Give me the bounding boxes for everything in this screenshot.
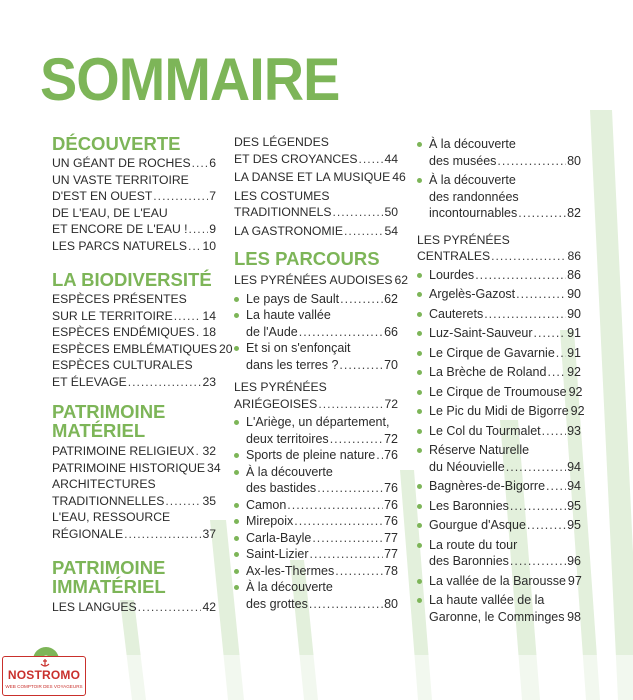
bullet-icon — [417, 598, 422, 603]
bullet-icon — [417, 543, 422, 548]
toc-entry[interactable]: LES LANGUES ..... 42 — [52, 599, 216, 616]
bullet-icon — [417, 351, 422, 356]
toc-item[interactable]: L'Ariège, un département, deux territoires ..... 72 — [234, 414, 398, 447]
section-heading-patrimoine-materiel: PATRIMOINE MATÉRIEL — [52, 401, 166, 441]
bullet-icon — [417, 390, 422, 395]
bullet-icon — [417, 178, 422, 183]
toc-item[interactable]: Cauterets ..... 90 — [417, 306, 581, 323]
bullet-icon — [417, 370, 422, 375]
bullet-icon — [234, 585, 239, 590]
toc-entry[interactable]: LA GASTRONOMIE ..... 54 — [234, 223, 398, 240]
bullet-icon — [234, 420, 239, 425]
bullet-icon — [234, 519, 239, 524]
bullet-icon — [234, 503, 239, 508]
section-heading-parcours: LES PARCOURS — [234, 248, 380, 269]
toc-entry[interactable]: L'EAU, RESSOURCE RÉGIONALE ..... 37 — [52, 509, 216, 542]
toc-entry[interactable]: ESPÈCES EMBLÉMATIQUES 20 — [52, 341, 233, 356]
bullet-icon — [234, 552, 239, 557]
toc-entry[interactable]: DE L'EAU, DE L'EAU ET ENCORE DE L'EAU ! ..... 9 — [52, 205, 216, 238]
toc-item[interactable]: Saint-Lizier ..... 77 — [234, 546, 398, 563]
toc-item[interactable]: À la découverte des grottes ..... 80 — [234, 579, 398, 612]
bullet-icon — [417, 484, 422, 489]
bullet-icon — [417, 312, 422, 317]
toc-item[interactable]: Ax-les-Thermes ..... 78 — [234, 563, 398, 580]
toc-item[interactable]: Camon ..... 76 — [234, 497, 398, 514]
toc-item[interactable]: Le Cirque de Gavarnie ..... 91 — [417, 345, 581, 362]
bullet-icon — [234, 297, 239, 302]
toc-item[interactable]: La Brèche de Roland ..... 92 — [417, 364, 581, 381]
bullet-icon — [417, 448, 422, 453]
toc-item[interactable]: Le Pic du Midi de Bigorre 92 — [417, 403, 581, 420]
bullet-icon — [417, 292, 422, 297]
bullet-icon — [417, 331, 422, 336]
toc-entry[interactable]: UN GÉANT DE ROCHES ..... 6 — [52, 155, 216, 172]
bullet-icon — [417, 579, 422, 584]
toc-item[interactable]: À la découverte des randonnées incontournables ..... 82 — [417, 172, 581, 222]
logo-subtitle: WEB COMPTOIR DES VOYAGEURS — [5, 684, 83, 689]
toc-entry[interactable]: PATRIMOINE HISTORIQUE 34 — [52, 460, 221, 475]
logo-name: NOSTROMO — [7, 668, 81, 682]
toc-item[interactable]: Gourgue d'Asque ..... 95 — [417, 517, 581, 534]
toc-entry[interactable]: LES PYRÉNÉES ARIÉGEOISES ..... 72 — [234, 379, 398, 412]
toc-item[interactable]: Et si on s'enfonçait dans les terres ? ..... 70 — [234, 340, 398, 373]
section-heading-decouverte: DÉCOUVERTE — [52, 133, 181, 154]
toc-item[interactable]: La haute vallée de la Garonne, le Comminges ..... 98 — [417, 592, 581, 625]
toc-entry[interactable]: LA DANSE ET LA MUSIQUE 46 — [234, 170, 406, 184]
toc-item[interactable]: Réserve Naturelle du Néouvielle ..... 94 — [417, 442, 581, 475]
anchor-icon — [37, 658, 53, 668]
page-title: SOMMAIRE — [40, 46, 340, 113]
toc-entry[interactable]: LES PARCS NATURELS ..... 10 — [52, 238, 216, 255]
toc-entry[interactable]: ESPÈCES ENDÉMIQUES ..... 18 — [52, 324, 216, 341]
toc-item[interactable]: Lourdes ..... 86 — [417, 267, 581, 284]
toc-entry[interactable]: LES PYRÉNÉES AUDOISES 62 — [234, 273, 409, 287]
toc-item[interactable]: Le pays de Sault ..... 62 — [234, 291, 398, 308]
bullet-icon — [417, 273, 422, 278]
toc-entry[interactable]: PATRIMOINE RELIGIEUX ..... 32 — [52, 443, 216, 460]
section-heading-biodiversite: LA BIODIVERSITÉ — [52, 269, 212, 290]
bullet-icon — [234, 569, 239, 574]
bullet-icon — [417, 142, 422, 147]
toc-entry[interactable]: UN VASTE TERRITOIRE D'EST EN OUEST ..... 7 — [52, 172, 216, 205]
nostromo-logo — [2, 656, 86, 696]
bullet-icon — [234, 470, 239, 475]
bullet-icon — [234, 313, 239, 318]
toc-item[interactable]: À la découverte des musées ..... 80 — [417, 136, 581, 169]
bullet-icon — [234, 346, 239, 351]
toc-item[interactable]: La haute vallée de l'Aude ..... 66 — [234, 307, 398, 340]
toc-item[interactable]: Le Cirque de Troumouse 92 — [417, 384, 581, 401]
toc-entry[interactable]: ESPÈCES CULTURALES ET ÉLEVAGE ..... 23 — [52, 357, 216, 390]
bullet-icon — [417, 523, 422, 528]
toc-item[interactable]: Le Col du Tourmalet ..... 93 — [417, 423, 581, 440]
toc-item[interactable]: Les Baronnies ..... 95 — [417, 498, 581, 515]
toc-item[interactable]: Carla-Bayle ..... 77 — [234, 530, 398, 547]
toc-column-3 — [417, 136, 585, 625]
bullet-icon — [417, 504, 422, 509]
bullet-icon — [234, 453, 239, 458]
bullet-icon — [417, 429, 422, 434]
toc-entry[interactable]: ESPÈCES PRÉSENTES SUR LE TERRITOIRE ..... 14 — [52, 291, 216, 324]
toc-item[interactable]: Sports de pleine nature ..... 76 — [234, 447, 398, 464]
toc-entry[interactable]: ARCHITECTURES TRADITIONNELLES ..... 35 — [52, 476, 216, 509]
toc-item[interactable]: Luz-Saint-Sauveur ..... 91 — [417, 325, 581, 342]
toc-column-2 — [234, 134, 409, 612]
toc-item[interactable]: À la découverte des bastides ..... 76 — [234, 464, 398, 497]
toc-entry[interactable]: LES COSTUMES TRADITIONNELS ..... 50 — [234, 188, 398, 221]
section-heading-patrimoine-immateriel: PATRIMOINE IMMATÉRIEL — [52, 557, 166, 597]
toc-item[interactable]: Mirepoix ..... 76 — [234, 513, 398, 530]
bullet-icon — [234, 536, 239, 541]
toc-item[interactable]: La vallée de la Barousse 97 — [417, 573, 581, 590]
toc-entry[interactable]: LES PYRÉNÉES CENTRALES ..... 86 — [417, 232, 581, 265]
toc-item[interactable]: La route du tour des Baronnies ..... 96 — [417, 537, 581, 570]
bullet-icon — [417, 409, 422, 414]
toc-entry[interactable]: DES LÉGENDES ET DES CROYANCES ..... 44 — [234, 134, 398, 167]
toc-column-1 — [52, 133, 233, 616]
toc-item[interactable]: Bagnères-de-Bigorre ..... 94 — [417, 478, 581, 495]
toc-item[interactable]: Argelès-Gazost ..... 90 — [417, 286, 581, 303]
